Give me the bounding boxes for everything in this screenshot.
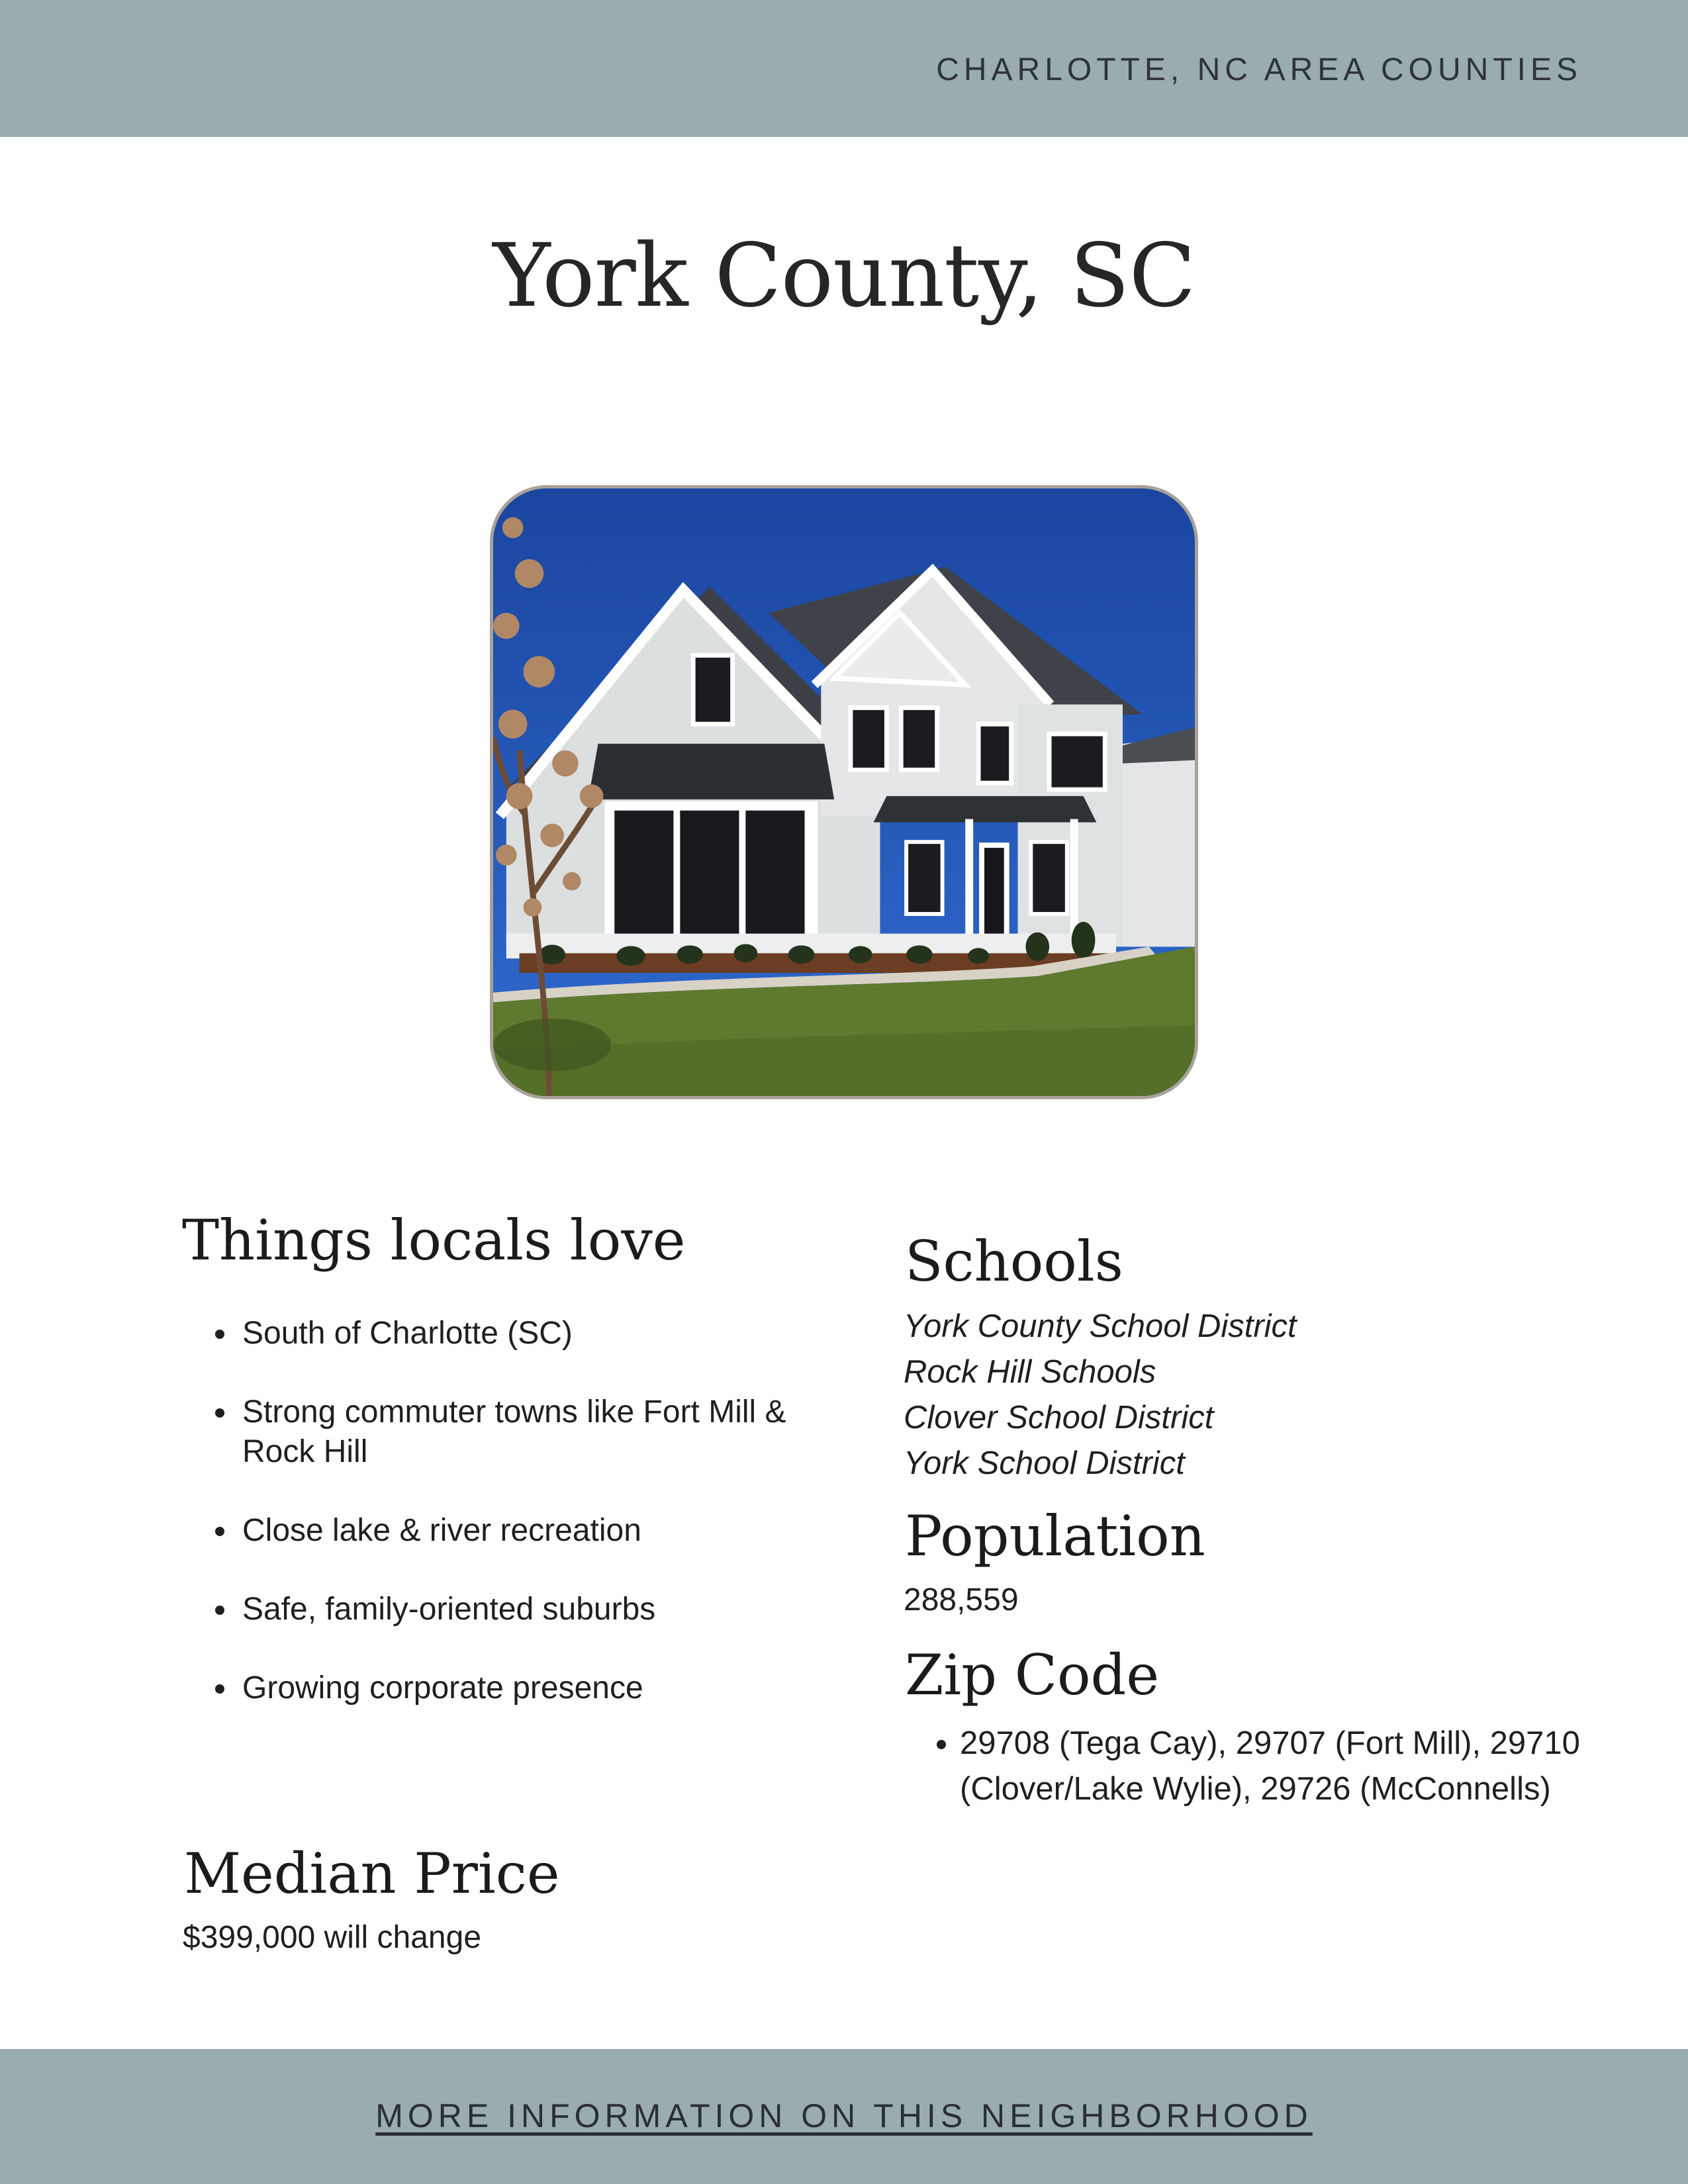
more-info-link[interactable]: MORE INFORMATION ON THIS NEIGHBORHOOD xyxy=(375,2097,1313,2134)
school-item: Clover School District xyxy=(904,1400,1214,1435)
page-title: York County, SC xyxy=(492,225,1196,327)
population-heading: Population xyxy=(905,1504,1205,1569)
schools-list xyxy=(904,1304,1566,1486)
list-item: • Growing corporate presence xyxy=(238,1668,834,1708)
school-item: Rock Hill Schools xyxy=(904,1354,1156,1390)
list-item: • Safe, family-oriented suburbs xyxy=(238,1590,834,1629)
list-item: • Strong commuter towns like Fort Mill & Rock Hill xyxy=(238,1392,834,1472)
house-illustration xyxy=(493,488,1195,1096)
schools-heading: Schools xyxy=(905,1229,1123,1294)
school-item: York County School District xyxy=(904,1308,1297,1344)
median-price-value: $399,000 will change xyxy=(183,1920,482,1955)
things-locals-love-list xyxy=(179,1314,834,1747)
things-locals-love-heading: Things locals love xyxy=(182,1208,686,1273)
zip-item: • 29708 (Tega Cay), 29707 (Fort Mill), 29710 (Clover/Lake Wylie), 29726 (McConnells) xyxy=(960,1721,1648,1812)
zip-code-heading: Zip Code xyxy=(905,1643,1160,1707)
region-label: CHARLOTTE, NC AREA COUNTIES xyxy=(936,52,1582,87)
median-price-heading: Median Price xyxy=(184,1841,560,1906)
list-item: • Close lake & river recreation xyxy=(238,1511,834,1551)
zip-code-list xyxy=(904,1721,1648,1812)
top-banner xyxy=(0,0,1688,137)
population-value: 288,559 xyxy=(904,1582,1019,1617)
school-item: York School District xyxy=(904,1445,1185,1481)
bottom-banner xyxy=(0,2049,1688,2184)
list-item: • South of Charlotte (SC) xyxy=(238,1314,834,1353)
house-photo xyxy=(490,485,1198,1099)
